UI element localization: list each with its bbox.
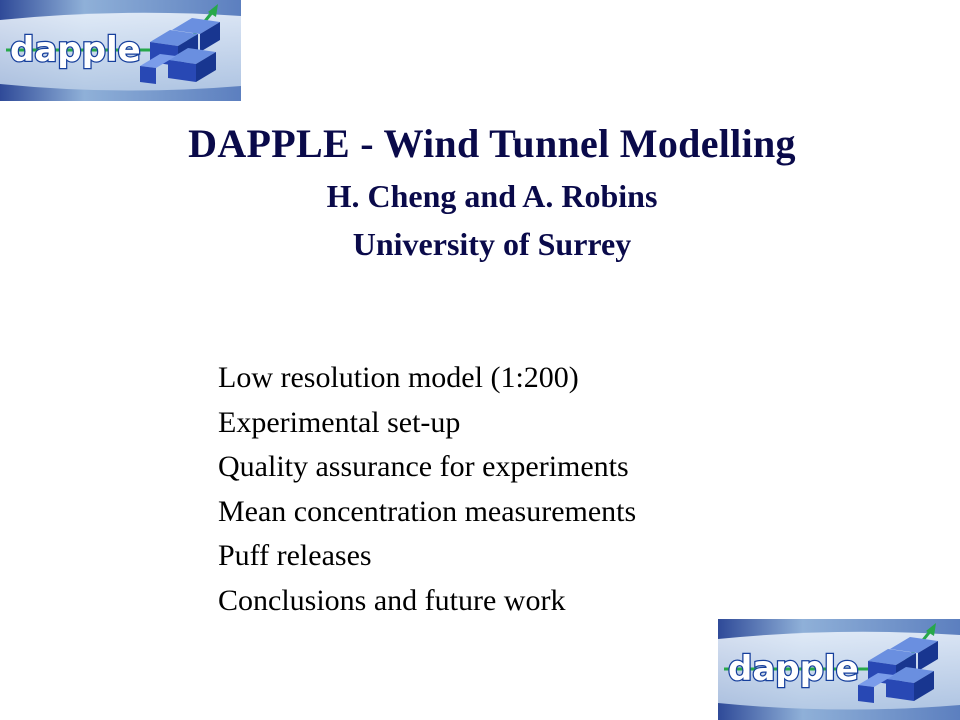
agenda-item: Quality assurance for experiments [218, 450, 629, 483]
dapple-logo-top [0, 0, 241, 101]
slide-authors: H. Cheng and A. Robins [326, 178, 658, 214]
dapple-wordmark: dapple [10, 30, 141, 70]
slide-title: DAPPLE - Wind Tunnel Modelling [188, 121, 796, 166]
dapple-wordmark: dapple [728, 649, 859, 689]
agenda-item: Conclusions and future work [218, 583, 566, 617]
agenda-item: Experimental set-up [218, 405, 461, 439]
agenda-list [218, 356, 636, 623]
agenda-item: Mean concentration measurements [218, 494, 637, 528]
agenda-item: Low resolution model (1:200) [218, 361, 579, 394]
slide-affiliation: University of Surrey [352, 226, 632, 262]
title-block [40, 116, 944, 268]
dapple-logo-bottom [718, 619, 960, 720]
agenda-item: Puff releases [218, 539, 372, 572]
